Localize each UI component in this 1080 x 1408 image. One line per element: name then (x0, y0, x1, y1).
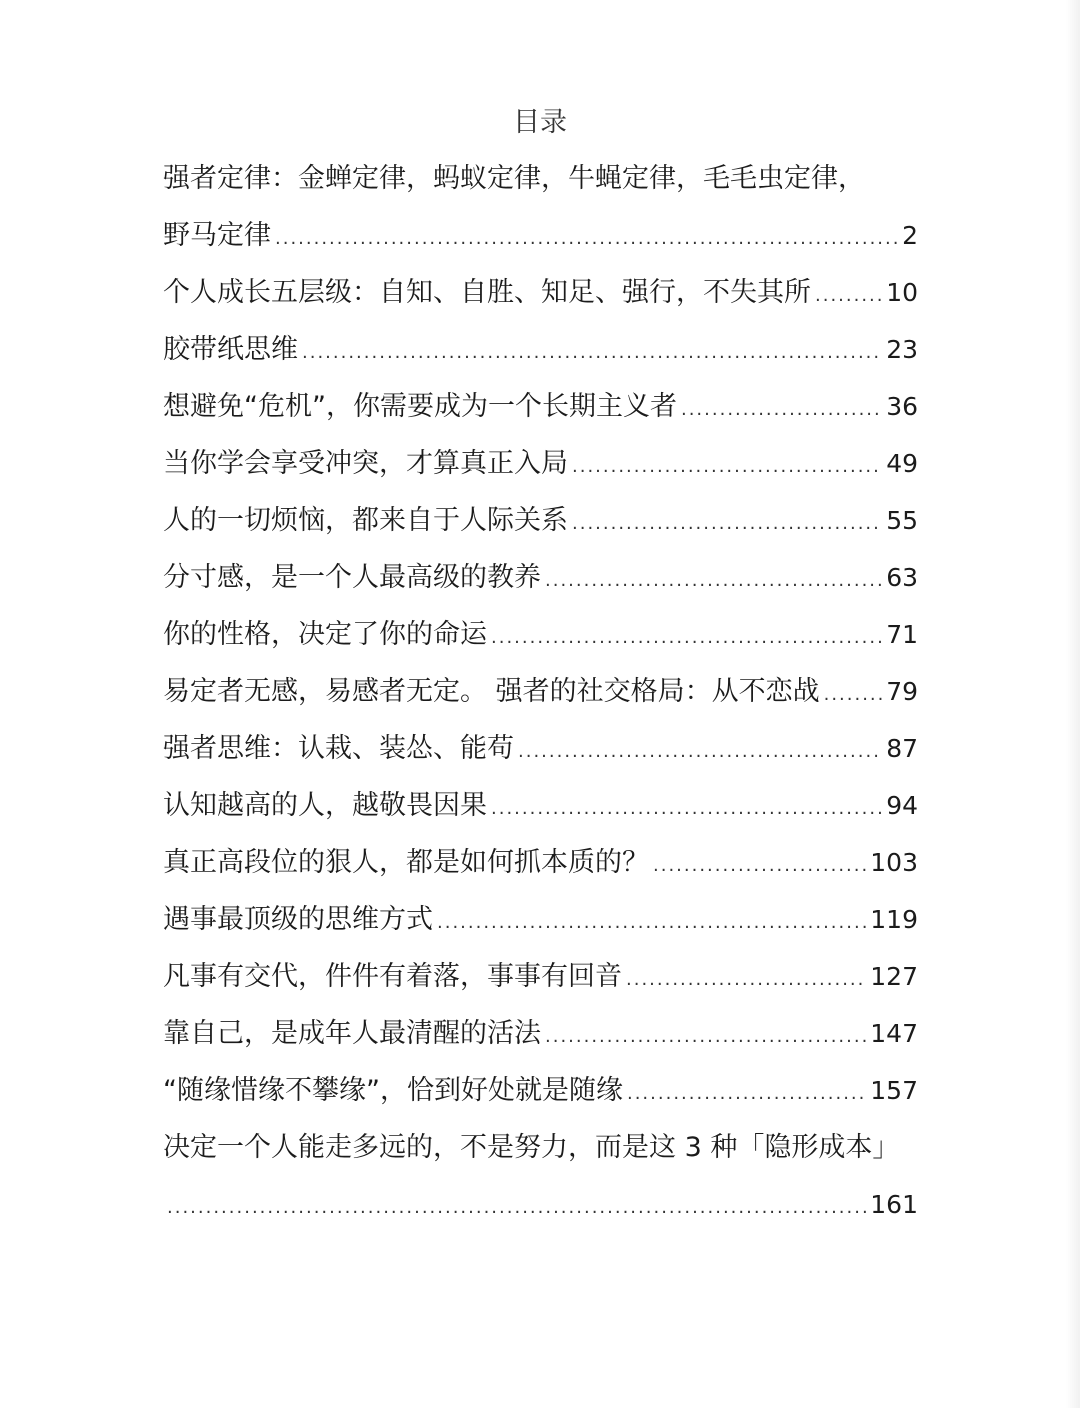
toc-entry-line (163, 606, 918, 663)
dot-leader (824, 666, 883, 723)
toc-page-number: 79 (886, 677, 918, 706)
toc-page-number: 147 (870, 1019, 918, 1048)
toc-entry-line (163, 150, 918, 207)
toc-entry-line (163, 549, 918, 606)
toc-entry[interactable] (163, 606, 918, 663)
toc-entry-line (163, 777, 918, 834)
toc-entry-title: 强者定律：金蝉定律，蚂蚁定律，牛蝇定律，毛毛虫定律， (163, 163, 865, 194)
toc-entry-title: 当你学会享受冲突，才算真正入局 (163, 448, 568, 479)
page-edge-shadow (1066, 0, 1080, 1408)
toc-entry-title: 易定者无感，易感者无定。 强者的社交格局：从不恋战 (163, 676, 820, 707)
toc-page-number: 2 (902, 221, 918, 250)
toc-page-number: 36 (886, 392, 918, 421)
toc-entry[interactable] (163, 1005, 918, 1062)
toc-entry[interactable] (163, 720, 918, 777)
toc-entry-title: 决定一个人能走多远的，不是努力，而是这 3 种「隐形成本」 (163, 1132, 900, 1163)
dot-leader (815, 267, 882, 324)
toc-entry-line (163, 891, 918, 948)
toc-entry-title: 靠自己，是成年人最清醒的活法 (163, 1018, 541, 1049)
dot-leader (627, 1065, 866, 1122)
dot-leader (572, 495, 882, 552)
toc-entry-title: 人的一切烦恼，都来自于人际关系 (163, 505, 568, 536)
dot-leader (572, 438, 882, 495)
dot-leader (545, 552, 882, 609)
toc-page-number: 23 (886, 335, 918, 364)
dot-leader (437, 894, 866, 951)
toc-entry-line (163, 1005, 918, 1062)
toc-entry-line (163, 207, 918, 264)
toc-entry-line (163, 1176, 918, 1233)
toc-entry-line (163, 834, 918, 891)
toc-entry[interactable] (163, 834, 918, 891)
toc-entry-title: 强者思维：认栽、装怂、能苟 (163, 733, 514, 764)
toc-entry[interactable] (163, 150, 918, 264)
toc-entry[interactable] (163, 549, 918, 606)
toc-page-number: 55 (886, 506, 918, 535)
toc-entry-line (163, 663, 918, 720)
dot-leader (491, 609, 882, 666)
toc-entry-title: 你的性格，决定了你的命运 (163, 619, 487, 650)
toc-entry-line (163, 435, 918, 492)
toc-entry-line (163, 1119, 918, 1176)
toc-entry[interactable] (163, 663, 918, 720)
toc-entry[interactable] (163, 1119, 918, 1233)
toc-entry[interactable] (163, 1062, 918, 1119)
toc-entry[interactable] (163, 948, 918, 1005)
dot-leader (681, 381, 882, 438)
toc-entry-title: 个人成长五层级：自知、自胜、知足、强行，不失其所 (163, 277, 811, 308)
toc-page-number: 63 (886, 563, 918, 592)
dot-leader (518, 723, 882, 780)
toc-entry-title: 胶带纸思维 (163, 334, 298, 365)
toc-entry-line (163, 1062, 918, 1119)
table-of-contents (163, 150, 918, 1233)
toc-page-number: 10 (886, 278, 918, 307)
dot-leader (275, 210, 898, 267)
toc-entry-title: 想避免“危机”，你需要成为一个长期主义者 (163, 391, 677, 422)
toc-page-number: 119 (870, 905, 918, 934)
toc-title: 目录 (513, 107, 567, 138)
toc-entry[interactable] (163, 264, 918, 321)
toc-entry[interactable] (163, 891, 918, 948)
toc-entry-title: 野马定律 (163, 220, 271, 251)
dot-leader (491, 780, 882, 837)
dot-leader (626, 951, 866, 1008)
toc-page-number: 103 (870, 848, 918, 877)
toc-entry-line (163, 948, 918, 1005)
toc-entry[interactable] (163, 435, 918, 492)
dot-leader (167, 1179, 866, 1236)
toc-entry-line (163, 720, 918, 777)
toc-page-number: 87 (886, 734, 918, 763)
toc-entry[interactable] (163, 492, 918, 549)
toc-entry-title: 真正高段位的狠人，都是如何抓本质的？ (163, 847, 649, 878)
toc-entry-title: 凡事有交代，件件有着落，事事有回音 (163, 961, 622, 992)
toc-page-number: 94 (886, 791, 918, 820)
toc-entry[interactable] (163, 777, 918, 834)
toc-page-number: 49 (886, 449, 918, 478)
toc-entry-title: 分寸感，是一个人最高级的教养 (163, 562, 541, 593)
toc-page-number: 157 (870, 1076, 918, 1105)
toc-entry[interactable] (163, 378, 918, 435)
toc-entry[interactable] (163, 321, 918, 378)
dot-leader (653, 837, 866, 894)
toc-entry-line (163, 264, 918, 321)
toc-page-number: 161 (870, 1190, 918, 1219)
toc-entry-line (163, 321, 918, 378)
dot-leader (302, 324, 882, 381)
toc-entry-line (163, 492, 918, 549)
toc-entry-line (163, 378, 918, 435)
toc-entry-title: “随缘惜缘不攀缘”，恰到好处就是随缘 (163, 1075, 623, 1106)
dot-leader (545, 1008, 866, 1065)
toc-entry-title: 遇事最顶级的思维方式 (163, 904, 433, 935)
toc-entry-title: 认知越高的人，越敬畏因果 (163, 790, 487, 821)
toc-page-number: 71 (886, 620, 918, 649)
toc-page-number: 127 (870, 962, 918, 991)
